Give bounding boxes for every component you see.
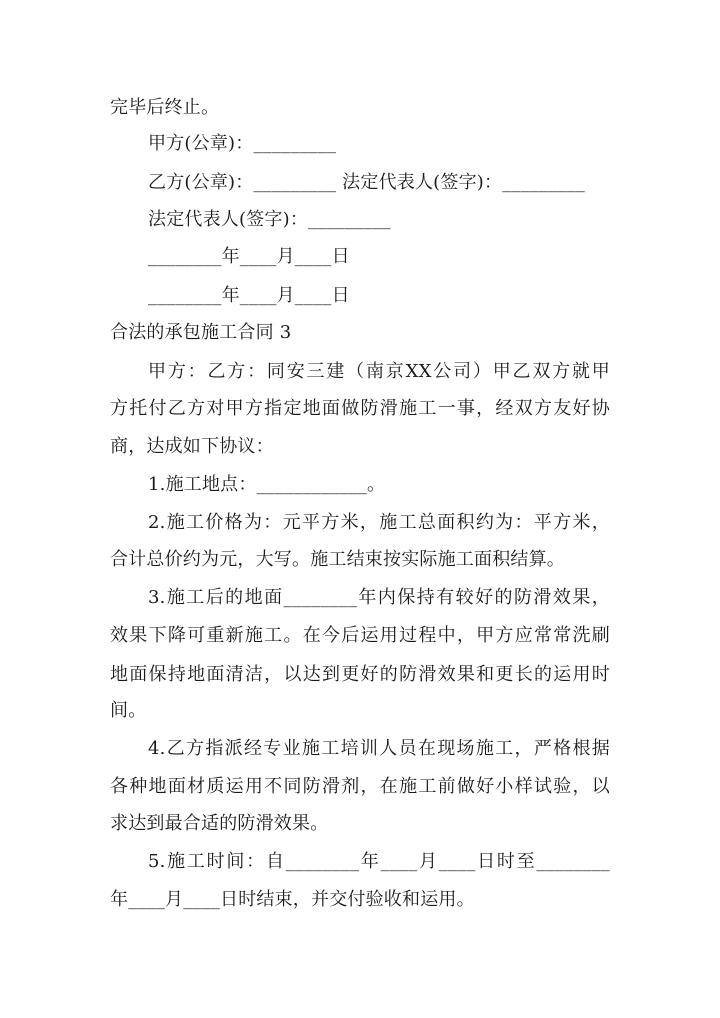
- clause-4-line: 求达到最合适的防滑效果。: [110, 813, 329, 834]
- section-title: 合法的承包施工合同 3: [110, 322, 292, 343]
- clause-2-line: 2.施工价格为：元平方米，施工总面积约为：平方米，: [148, 512, 610, 533]
- clause-1-line: 1.施工地点：____________。: [148, 474, 386, 495]
- clause-3-line: 地面保持地面清洁，以达到更好的防滑效果和更长的运用时: [110, 664, 610, 685]
- date-line: ________年____月____日: [148, 285, 350, 306]
- clause-3-line: 间。: [110, 700, 147, 721]
- text-line: 完毕后终止。: [110, 97, 220, 118]
- clause-2-line: 合计总价约为元，大写。施工结束按实际施工面积结算。: [110, 549, 565, 570]
- paragraph-line: 方托付乙方对甲方指定地面做防滑施工一事，经双方友好协: [110, 398, 610, 419]
- party-b-seal-line: 乙方(公章)：_________ 法定代表人(签字)：_________: [148, 172, 586, 193]
- clause-4-line: 各种地面材质运用不同防滑剂，在施工前做好小样试验，以: [110, 776, 610, 797]
- clause-5-line: 5.施工时间：自________年____月____日时至________: [148, 851, 610, 872]
- clause-3-line: 效果下降可重新施工。在今后运用过程中，甲方应常常洗刷: [110, 625, 610, 646]
- clause-3-line: 3.施工后的地面________年内保持有较好的防滑效果，: [148, 587, 610, 608]
- clause-4-line: 4.乙方指派经专业施工培训人员在现场施工，严格根据: [148, 738, 610, 759]
- date-line: ________年____月____日: [148, 246, 350, 267]
- clause-5-line: 年____月____日时结束，并交付验收和运用。: [110, 889, 475, 910]
- legal-rep-signature-line: 法定代表人(签字)：_________: [148, 209, 391, 230]
- paragraph-line: 商，达成如下协议：: [110, 436, 274, 457]
- paragraph-line: 甲方：乙方：同安三建（南京XX公司）甲乙双方就甲: [148, 361, 610, 382]
- party-a-seal-line: 甲方(公章)：_________: [148, 133, 337, 154]
